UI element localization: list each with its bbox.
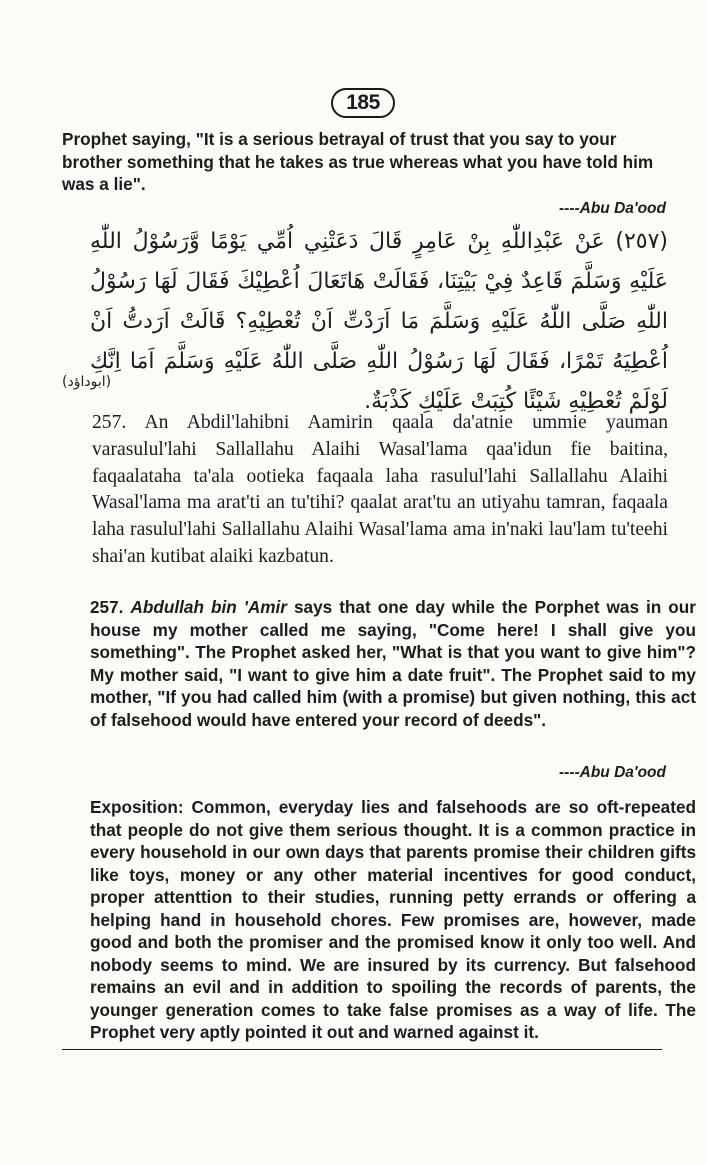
bottom-rule [62, 1049, 662, 1050]
paragraph-continued [62, 128, 668, 196]
page-number: 185 [331, 88, 395, 118]
translation-text: says that one day while the Porphet was in our house my mother called me saying, "Come here! I shall give you something". The Prophet asked her, "What is that you want to give him"? My mother said, "I want to give him a date fruit". The Prophet said to my mother, "If you had called him (with a promise) but given nothing, this act of falsehood would have entered your record of deeds". [90, 597, 696, 730]
transliteration-text: 257. An Abdil'lahibni Aamirin qaala da'atnie ummie yauman varasulul'lahi Sallallahu Alaihi Wasal'lama qaa'idun fie baitina, faqaalataha ta'ala ootieka faqaala laha rasulul'lahi Sallallahu Alaihi Wasal'lama ma arat'ti an tu'tihi? qaalat arat'tu an utiyahu tamran, faqaala laha rasulul'lahi Sallallahu Alaihi Wasal'lama ama in'naki lau'lam tu'teehi shai'an kutibat alaiki kazbatun. [92, 412, 668, 567]
arabic-hadith-text: (٢٥٧) عَنْ عَبْدِاللّٰهِ بِنْ عَامِرٍ قَالَ دَعَتْنِي اُمِّي يَوْمًا وَّرَسُوْلُ اللّٰهِ عَلَيْهِ وَسَلَّمَ قَاعِدٌ فِيْ بَيْتِنَا، فَقَالَتْ هَاتَعَالَ اُعْطِيْكَ فَقَالَ لَهَا رَسُوْلُ اللّٰهِ صَلَّى اللّٰهُ عَلَيْهِ وَسَلَّمَ مَا اَرَدْتِّ اَنْ تُعْطِيْهِ؟ قَالَتْ اَرَدتُّ اَنْ اُعْطِيَهُ تَمْرًا، فَقَالَ لَهَا رَسُوْلُ اللّٰهِ صَلَّى اللّٰهُ عَلَيْهِ وَسَلَّمَ اَمَا اِنَّكِ لَوْلَمْ تُعْطِيْهِ شَيْئًا كُتِبَتْ عَلَيْكِ كَذْبَةٌ. [90, 229, 668, 414]
exposition-paragraph [62, 796, 696, 1044]
arabic-source: (ابوداؤد) [62, 374, 112, 390]
translation-paragraph [62, 596, 696, 731]
narrator-name: Abdullah bin 'Amir [130, 597, 287, 617]
reference-abu-daood-1: ----Abu Da'ood [559, 200, 666, 217]
reference-abu-daood-2: ----Abu Da'ood [559, 764, 666, 781]
exposition-label: Exposition: [90, 797, 184, 817]
hadith-number: 257. [90, 597, 124, 617]
exposition-text: Common, everyday lies and falsehoods are so oft-repeated that people do not give them serious thought. It is a common practice in every household in our own days that parents promise their children gifts like toys, money or any other material incentives for good conduct, proper attenttion to their studies, running petty errands or offering a helping hand in household chores. Few promises are, however, made good and both the promiser and the promised know it only too well. And nobody seems to mind. We are insured by its currency. But falsehood remains an evil and in addition to spoiling the records of parents, the younger generation comes to take false promises as a way of life. The Prophet very aptly pointed it out and warned against it. [90, 797, 696, 1042]
paragraph-text: Prophet saying, "It is a serious betrayal of trust that you say to your brother something that he takes as true whereas what you have told him was a lie". [62, 129, 654, 194]
